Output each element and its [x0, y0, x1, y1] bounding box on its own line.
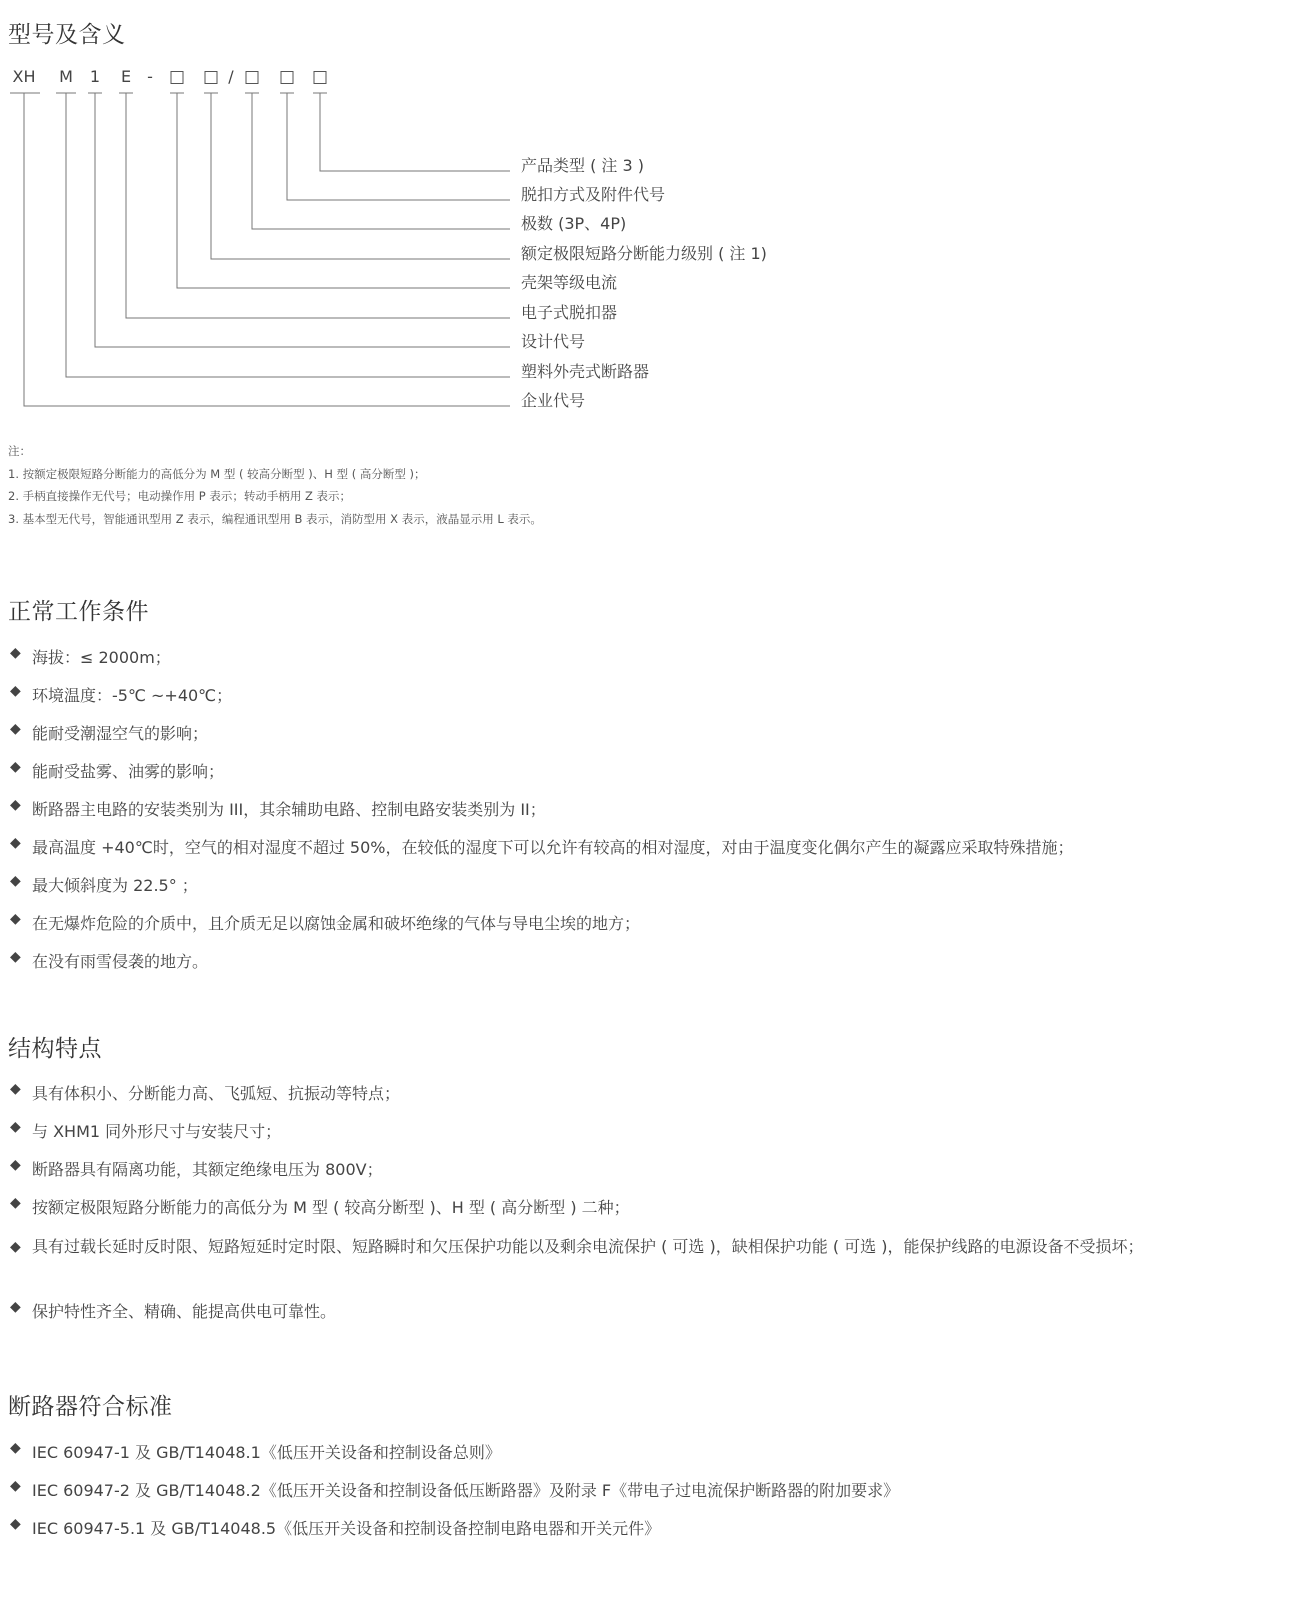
features-title: 结构特点: [8, 1036, 102, 1062]
list-item: ◆ 能耐受潮湿空气的影响；: [10, 721, 209, 743]
diamond-bullet-icon: ◆: [10, 911, 21, 927]
diamond-bullet-icon: ◆: [10, 873, 21, 889]
diamond-bullet-icon: ◆: [10, 1299, 21, 1315]
code-e: E: [120, 67, 132, 86]
list-item: ◆ IEC 60947-2 及 GB/T14048.2《低压开关设备和控制设备低压断路器》及附录 F《带电子过电流保护断路器的附加要求》: [10, 1478, 900, 1500]
features-list: [10, 1081, 1287, 1337]
label-design-code: 设计代号: [521, 332, 586, 351]
diamond-bullet-icon: ◆: [10, 683, 21, 699]
model-section-title: 型号及含义: [8, 22, 126, 48]
note-heading: 注：: [8, 444, 31, 458]
list-item: ◆ 海拔：≤ 2000m；: [10, 645, 171, 667]
note-3: 3. 基本型无代号，智能通讯型用 Z 表示，编程通讯型用 B 表示，消防型用 X 表示，液晶显示用 L 表示。: [8, 511, 542, 526]
list-item: ◆ 按额定极限短路分断能力的高低分为 M 型 ( 较高分断型 )、H 型 ( 高分断型 ) 二种；: [10, 1195, 630, 1217]
diamond-bullet-icon: ◆: [10, 1478, 21, 1494]
standards-list: [10, 1440, 899, 1554]
label-electronic-release: 电子式脱扣器: [521, 303, 618, 322]
list-item: ◆ IEC 60947-1 及 GB/T14048.1《低压开关设备和控制设备总则》: [10, 1440, 501, 1462]
label-enterprise-code: 企业代号: [521, 391, 586, 410]
list-item: ◆ IEC 60947-5.1 及 GB/T14048.5《低压开关设备和控制设备控制电路电器和开关元件》: [10, 1516, 661, 1538]
label-mccb: 塑料外壳式断路器: [521, 362, 650, 381]
code-xh: XH: [12, 67, 36, 86]
list-item: ◆ 能耐受盐雾、油雾的影响；: [10, 759, 225, 781]
standards-title: 断路器符合标准: [8, 1394, 173, 1420]
label-poles: 极数 (3P、4P): [521, 214, 627, 233]
diamond-bullet-icon: ◆: [10, 721, 21, 737]
list-item: ◆ 在无爆炸危险的介质中，且介质无足以腐蚀金属和破坏绝缘的气体与导电尘埃的地方；: [10, 911, 641, 933]
conditions-title: 正常工作条件: [8, 599, 149, 625]
diamond-bullet-icon: ◆: [10, 759, 21, 775]
list-item: ◆ 最大倾斜度为 22.5° ；: [10, 873, 198, 895]
code-m: M: [59, 67, 73, 86]
model-notes: [8, 440, 542, 530]
diamond-bullet-icon: ◆: [10, 1119, 21, 1135]
code-slash: /: [228, 67, 234, 86]
label-breaking-capacity: 额定极限短路分断能力级别 ( 注 1): [521, 244, 767, 263]
label-frame-current: 壳架等级电流: [521, 273, 618, 292]
code-1: 1: [89, 67, 101, 86]
conditions-list: [10, 645, 1073, 987]
diamond-bullet-icon: ◆: [10, 1195, 21, 1211]
label-product-type: 产品类型 ( 注 3 ): [521, 156, 645, 175]
diamond-bullet-icon: ◆: [10, 835, 21, 851]
list-item: ◆ 最高温度 +40℃时，空气的相对湿度不超过 50%，在较低的湿度下可以允许有较高的相对湿度，对由于温度变化偶尔产生的凝露应采取特殊措施；: [10, 835, 1074, 857]
list-item: ◆ 断路器主电路的安装类别为 III，其余辅助电路、控制电路安装类别为 II；: [10, 797, 546, 819]
list-item: ◆ 环境温度：-5℃ ~+40℃；: [10, 683, 233, 705]
diamond-bullet-icon: ◆: [10, 1157, 21, 1173]
note-2: 2. 手柄直接操作无代号；电动操作用 P 表示；转动手柄用 Z 表示；: [8, 489, 352, 503]
list-item: ◆ 具有体积小、分断能力高、飞弧短、抗振动等特点；: [10, 1081, 401, 1103]
list-item: ◆ 在没有雨雪侵袭的地方。: [10, 949, 209, 971]
diamond-bullet-icon: ◆: [10, 1440, 21, 1456]
list-item: ◆ 与 XHM1 同外形尺寸与安装尺寸；: [10, 1119, 282, 1141]
model-code-leader-lines: [0, 0, 520, 420]
list-item: ◆ 保护特性齐全、精确、能提高供电可靠性。: [10, 1299, 337, 1321]
list-item: ◆ 断路器具有隔离功能，其额定绝缘电压为 800V；: [10, 1157, 383, 1179]
diamond-bullet-icon: ◆: [10, 797, 21, 813]
diamond-bullet-icon: ◆: [10, 949, 21, 965]
diamond-bullet-icon: ◆: [10, 1081, 21, 1097]
diamond-bullet-icon: ◆: [10, 1516, 21, 1532]
list-item: ◆ 具有过载长延时反时限、短路短延时定时限、短路瞬时和欠压保护功能以及剩余电流保护 ( 可选 )，缺相保护功能 ( 可选 )，能保护线路的电源设备不受损坏；: [10, 1233, 1287, 1299]
note-1: 1. 按额定极限短路分断能力的高低分为 M 型 ( 较高分断型 )、H 型 ( 高分断型 )；: [8, 466, 426, 481]
diamond-bullet-icon: ◆: [10, 645, 21, 661]
label-release-accessory: 脱扣方式及附件代号: [521, 185, 666, 204]
diamond-bullet-icon: ◆: [10, 1239, 21, 1255]
code-dash: -: [147, 67, 153, 86]
